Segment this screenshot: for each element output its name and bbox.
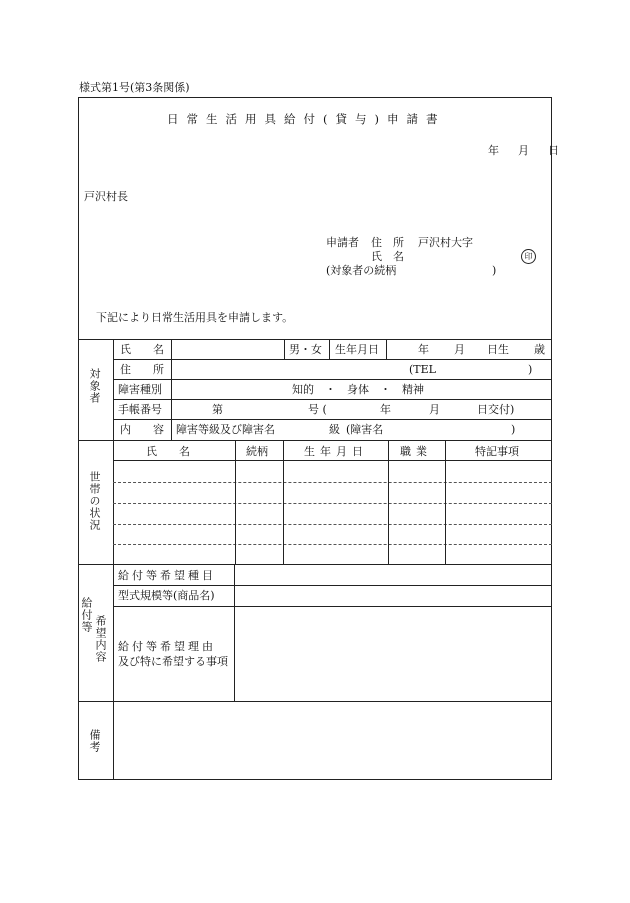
- benefit-model-input[interactable]: [236, 587, 550, 605]
- handbook-month-label: 月: [429, 403, 440, 416]
- benefit-type-input[interactable]: [236, 566, 550, 584]
- content-grade-suffix: 級: [329, 423, 340, 436]
- subject-row-line: [113, 399, 552, 400]
- handbook-year-label: 年: [380, 403, 391, 416]
- divider-subject-top: [78, 339, 552, 340]
- benefit-type-label: 給付等希望種目: [118, 569, 216, 582]
- handbook-no-prefix: 第: [212, 403, 223, 416]
- gender-options[interactable]: 男・女: [289, 343, 322, 356]
- form-title: 日常生活用具給付(貸与)申請書: [167, 112, 446, 126]
- relation-label: (対象者の続柄: [326, 264, 397, 277]
- household-header-line: [113, 460, 552, 461]
- tel-close: ): [528, 363, 533, 376]
- seal-mark: 印: [521, 249, 536, 264]
- household-column-line: [445, 440, 446, 564]
- household-column-line: [283, 440, 284, 564]
- subject-address-label: 住 所: [120, 363, 164, 376]
- benefit-reason-input[interactable]: [236, 608, 550, 700]
- household-column-line: [235, 440, 236, 564]
- handbook-issued-label: 日交付): [477, 403, 515, 416]
- divider-household-top: [78, 440, 552, 441]
- subject-address-input[interactable]: [172, 360, 402, 378]
- applicant-label: 申請者: [326, 236, 359, 249]
- household-column-line: [388, 440, 389, 564]
- benefit-section-label-b: 希望内容: [94, 615, 107, 663]
- household-header-name: 氏 名: [146, 445, 190, 458]
- birth-month-label: 月: [454, 343, 465, 356]
- tel-label: (TEL: [409, 363, 436, 376]
- handbook-no-suffix: 号 (: [308, 403, 327, 416]
- request-statement: 下記により日常生活用具を申請します。: [96, 311, 294, 324]
- household-row-line: [113, 524, 552, 525]
- benefit-label-column-line: [234, 564, 235, 701]
- divider-benefit-top: [78, 564, 552, 565]
- household-row-line: [113, 503, 552, 504]
- applicant-name-label: 氏 名: [371, 250, 404, 263]
- subject-name-label: 氏 名: [120, 343, 164, 356]
- content-label: 内 容: [120, 423, 164, 436]
- household-row-line: [113, 482, 552, 483]
- birth-year-label: 年: [418, 343, 429, 356]
- disability-type-options[interactable]: 知的 ・ 身体 ・ 精神: [292, 383, 424, 396]
- subject-row-line: [113, 419, 552, 420]
- disability-type-label: 障害種別: [118, 383, 162, 396]
- household-header-notes: 特記事項: [475, 445, 519, 458]
- content-grade-label: 障害等級及び障害名: [176, 423, 275, 436]
- household-header-relation: 続柄: [246, 445, 268, 458]
- remarks-input[interactable]: [115, 703, 550, 778]
- household-row-line: [113, 544, 552, 545]
- addressee: 戸沢村長: [84, 190, 128, 203]
- relation-close: ): [492, 264, 497, 277]
- household-section-label: 世帯の状況: [88, 471, 101, 531]
- benefit-row-line: [113, 606, 552, 607]
- gender-column-left-line: [284, 339, 285, 359]
- subject-name-input[interactable]: [172, 340, 283, 358]
- age-label: 歳: [534, 343, 545, 356]
- applicant-address-value[interactable]: 戸沢村大字: [418, 236, 473, 249]
- gender-column-right-line: [329, 339, 330, 359]
- birth-column-line: [386, 339, 387, 359]
- household-header-birth: 生年月日: [304, 445, 368, 458]
- birth-day-label: 日生: [487, 343, 509, 356]
- benefit-section-label-a: 給付等: [80, 597, 93, 633]
- subject-section-label: 対象者: [88, 368, 101, 404]
- content-name-label: (障害名: [346, 423, 384, 436]
- applicant-address-label: 住 所: [371, 236, 404, 249]
- birth-date-label: 生年月日: [335, 343, 379, 356]
- handbook-number-label: 手帳番号: [118, 403, 162, 416]
- divider-remarks-top: [78, 701, 552, 702]
- benefit-model-label: 型式規模等(商品名): [118, 589, 215, 602]
- benefit-reason-label-2: 及び特に希望する事項: [118, 655, 228, 668]
- household-header-occupation: 職業: [400, 445, 432, 458]
- form-number-label: 様式第1号(第3条関係): [79, 81, 190, 94]
- content-name-close: ): [511, 423, 516, 436]
- subject-row-line: [113, 379, 552, 380]
- section-label-column-line: [113, 339, 114, 780]
- benefit-row-line: [113, 585, 552, 586]
- benefit-reason-label-1: 給付等希望理由: [118, 640, 216, 653]
- remarks-section-label: 備考: [88, 729, 101, 753]
- date-field[interactable]: 年 月 日: [488, 144, 563, 157]
